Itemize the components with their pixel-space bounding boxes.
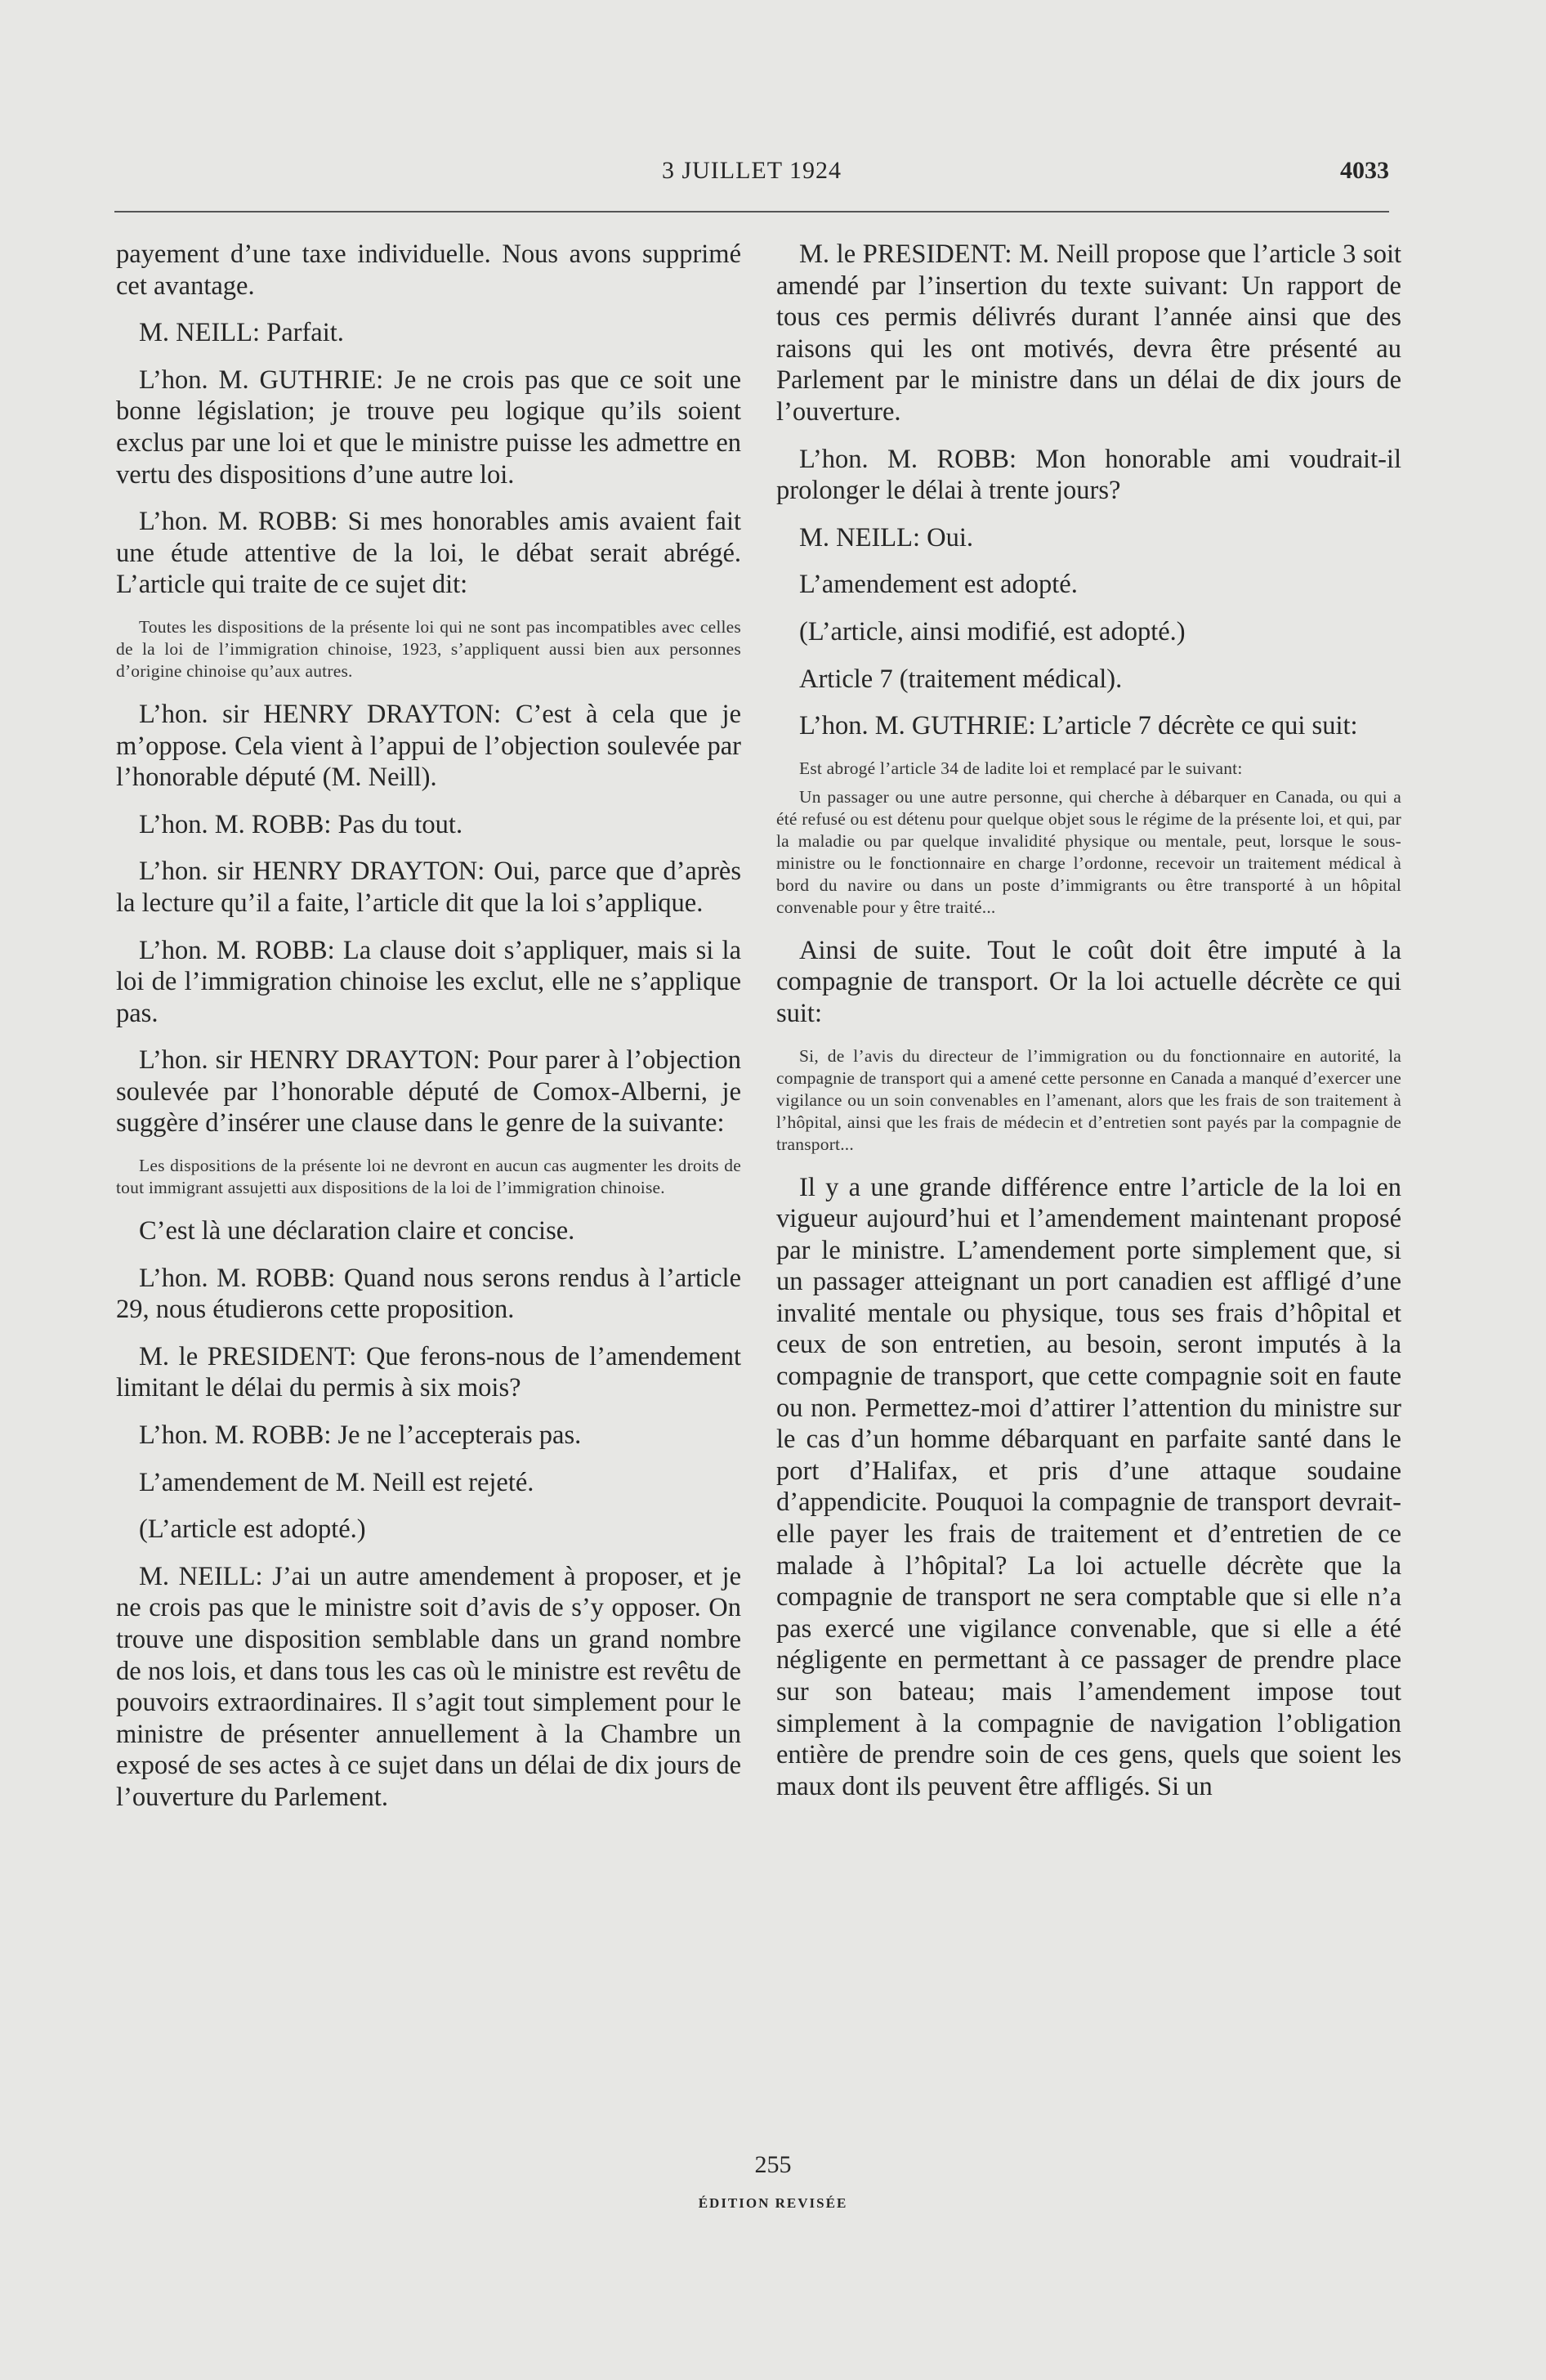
- paragraph: L’hon. M. GUTHRIE: Je ne crois pas que ce soit une bonne législation; je trouve peu logique qu’ils soient exclus par une loi et que le ministre puisse les admettre en vertu des dispositions d’une autre loi.: [116, 365, 741, 490]
- paragraph: L’hon. M. GUTHRIE: L’article 7 décrète ce qui suit:: [799, 711, 1358, 741]
- page-header: [114, 154, 1389, 195]
- paragraph: (L’article, ainsi modifié, est adopté.): [799, 616, 1186, 646]
- quotation: Toutes les dispositions de la présente loi qui ne sont pas incompatibles avec celles de la loi de l’immigration chinoise, 1923, s’appliquent aussi bien aux personnes d’origine chinoise qu’aux autres.: [116, 616, 741, 681]
- paragraph: L’hon. sir HENRY DRAYTON: Pour parer à l’objection soulevée par l’honorable député de Comox-Alberni, je suggère d’insérer une clause dans le genre de la suivante:: [116, 1045, 741, 1139]
- paragraph: L’hon. M. ROBB: La clause doit s’appliquer, mais si la loi de l’immigration chinoise les exclut, elle ne s’applique pas.: [116, 935, 741, 1028]
- paragraph: M. NEILL: J’ai un autre amendement à proposer, et je ne crois pas que le ministre soit d’avis de s’y opposer. On trouve une disposition semblable dans un grand nombre de nos lois, et dans tous les cas où le ministre est revêtu de pouvoirs extraordinaires. Il s’agit tout simplement pour le ministre de présenter annuellement à la Chambre un exposé de ses actes à ce sujet dans un délai de dix jours de l’ouverture du Parlement.: [116, 1561, 741, 1812]
- paragraph: Il y a une grande différence entre l’article de la loi en vigueur aujourd’hui et l’amendement maintenant proposé par le ministre. L’amendement porte simplement que, si un passager atteignant un port canadien est affligé d’une invalité mentale ou physique, tous ses frais d’hôpital et ceux de son entretien, au besoin, seront imputés à la compagnie de transport, que cette compagnie soit en faute ou non. Permettez-moi d’attirer l’attention du ministre sur le cas d’un homme débarquant en parfaite santé dans le port d’Halifax, et pris d’une attaque soudaine d’appendicite. Pouquoi la compagnie de transport devrait-elle payer les frais de traitement et d’entretien de ce malade à l’hôpital? La loi actuelle décrète que la compagnie de transport ne sera comptable que si elle n’a pas exercé une vigilance convenable, que si elle a été négligente en permettant à ce passager de prendre place sur son bateau; mais l’amendement impose tout simplement à la compagnie de navigation l’obligation entière de prendre soin de ces gens, quels que soient les maux dont ils peuvent être affligés. Si un: [776, 1172, 1401, 1801]
- paragraph: C’est là une déclaration claire et concise.: [139, 1216, 575, 1246]
- paragraph: L’hon. M. ROBB: Mon honorable ami voudrait-il prolonger le délai à trente jours?: [776, 444, 1401, 506]
- paragraph: L’hon. M. ROBB: Je ne l’accepterais pas.: [139, 1420, 582, 1451]
- paragraph: L’hon. M. ROBB: Quand nous serons rendus à l’article 29, nous étudierons cette proposition.: [116, 1263, 741, 1325]
- sheet-number: 255: [754, 2151, 792, 2178]
- paragraph: L’hon. sir HENRY DRAYTON: Oui, parce que d’après la lecture qu’il a faite, l’article dit que la loi s’applique.: [116, 857, 741, 918]
- paragraph: Ainsi de suite. Tout le coût doit être imputé à la compagnie de transport. Or la loi actuelle décrète ce qui suit:: [776, 935, 1401, 1028]
- quotation: Un passager ou une autre personne, qui cherche à débarquer en Canada, ou qui a été refusé ou est détenu pour quelque objet sous le régime de la présente loi, et qui, par la maladie ou par quelque invalidité physique ou mentale, peut, lorsque le sous-ministre ou le fonctionnaire en charge l’ordonne, recevoir un traitement médical à bord du navire ou dans un poste d’immigrants ou être transporté à un hôpital convenable pour y être traité...: [776, 786, 1401, 917]
- paragraph: M. le PRESIDENT: M. Neill propose que l’article 3 soit amendé par l’insertion du texte suivant: Un rapport de tous ces permis délivrés durant l’année ainsi que des raisons qui les ont motivés, devra être présenté au Parlement par le ministre dans un délai de dix jours de l’ouverture.: [776, 239, 1401, 427]
- paragraph: M. NEILL: Oui.: [799, 522, 974, 552]
- paragraph: payement d’une taxe individuelle. Nous avons supprimé cet avantage.: [116, 239, 741, 301]
- header-page-number: 4033: [1340, 157, 1389, 184]
- header-rule: [114, 211, 1389, 212]
- paragraph: L’amendement est adopté.: [799, 570, 1078, 600]
- quotation: Si, de l’avis du directeur de l’immigration ou du fonctionnaire en autorité, la compagnie de transport qui a amené cette personne en Canada a manqué d’exercer une vigilance ou un soin convenables en l’amenant, alors que les frais de son traitement à l’hôpital, ainsi que les frais de médecin et d’entretien sont payés par la compagnie de transport...: [776, 1045, 1401, 1154]
- paragraph: L’hon. M. ROBB: Pas du tout.: [139, 809, 463, 839]
- paragraph: L’hon. M. ROBB: Si mes honorables amis avaient fait une étude attentive de la loi, le débat serait abrégé. L’article qui traite de ce sujet dit:: [116, 507, 741, 600]
- left-column: [116, 239, 741, 1829]
- right-column: [776, 239, 1401, 1818]
- paragraph: M. NEILL: Parfait.: [139, 318, 344, 348]
- edition-label: ÉDITION REVISÉE: [698, 2195, 848, 2211]
- paragraph: (L’article est adopté.): [139, 1514, 366, 1545]
- paragraph: M. le PRESIDENT: Que ferons-nous de l’amendement limitant le délai du permis à six mois?: [116, 1341, 741, 1403]
- paragraph: Article 7 (traitement médical).: [799, 664, 1123, 694]
- quotation: Est abrogé l’article 34 de ladite loi et remplacé par le suivant:: [799, 758, 1243, 778]
- quotation: Les dispositions de la présente loi ne devront en aucun cas augmenter les droits de tout immigrant assujetti aux dispositions de la loi de l’immigration chinoise.: [116, 1156, 741, 1198]
- header-date: 3 JUILLET 1924: [661, 157, 842, 184]
- paragraph: L’hon. sir HENRY DRAYTON: C’est à cela que je m’oppose. Cela vient à l’appui de l’objection soulevée par l’honorable député (M. Neill).: [116, 699, 741, 793]
- paragraph: L’amendement de M. Neill est rejeté.: [139, 1467, 534, 1497]
